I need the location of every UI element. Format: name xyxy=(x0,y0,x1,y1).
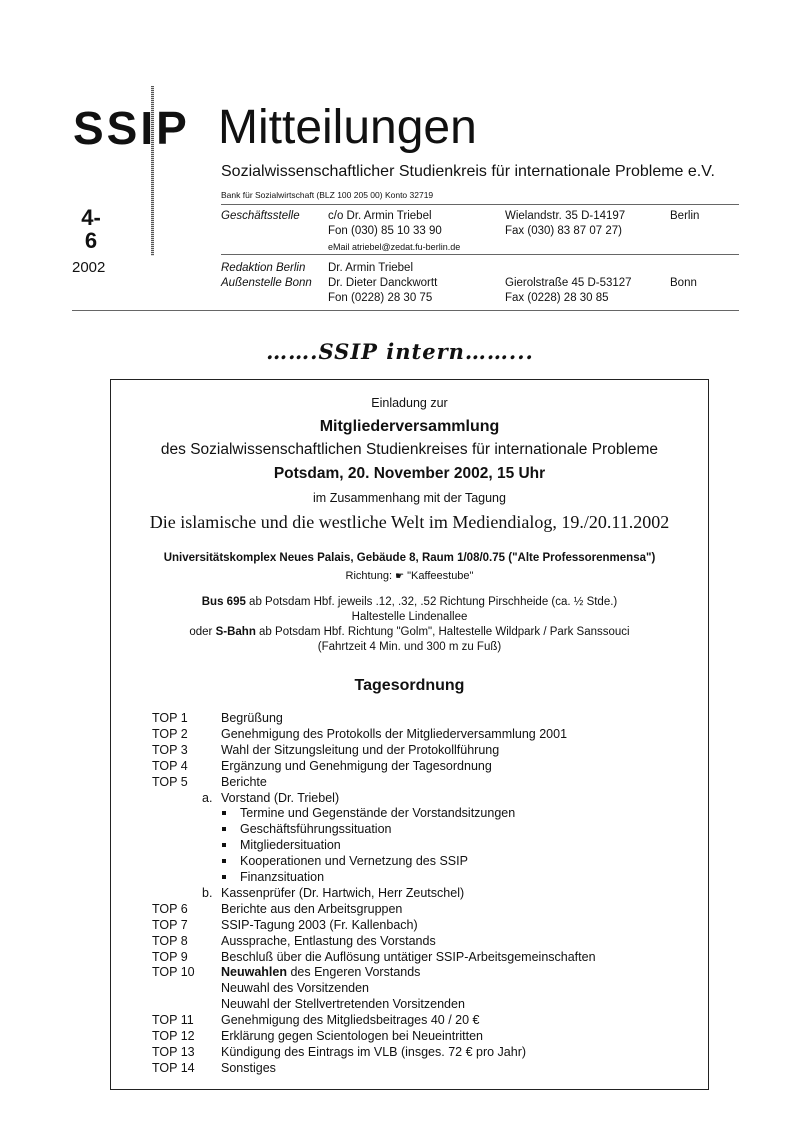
agenda-subitem-text: Kassenprüfer (Dr. Hartwich, Herr Zeutschel) xyxy=(221,885,465,900)
agenda-item-text: Ergänzung und Genehmigung der Tagesordnung xyxy=(221,758,492,773)
office-city: Berlin xyxy=(670,210,700,222)
top10-rest: des Engeren Vorstands xyxy=(287,965,421,980)
direction-line xyxy=(110,570,709,582)
agenda-item-text: Begrüßung xyxy=(221,711,283,725)
agenda-item-number: TOP 10 xyxy=(152,965,195,980)
train-prefix: oder xyxy=(189,626,216,638)
header-rule xyxy=(221,204,739,205)
bullet-icon xyxy=(222,875,226,879)
agenda-item-number: TOP 12 xyxy=(152,1029,195,1043)
agenda-item-number: TOP 4 xyxy=(152,758,188,773)
agenda-item-text: Genehmigung des Mitgliedsbeitrages 40 / 20 € xyxy=(221,1013,480,1028)
invitation-context: im Zusammenhang mit der Tagung xyxy=(313,491,506,505)
issue-year: 2002 xyxy=(72,259,106,276)
agenda-item-number: TOP 1 xyxy=(152,711,188,725)
section-heading: …….SSIP intern……... xyxy=(266,339,534,364)
bullet-icon xyxy=(222,843,226,847)
bank-details: Bank für Sozialwirtschaft (BLZ 100 205 00) Konto 32719 xyxy=(221,190,434,200)
bonn-name: Dr. Dieter Danckwortt xyxy=(328,277,438,289)
bullet-text: Geschäftsführungssituation xyxy=(240,822,392,837)
invitation-date-place: Potsdam, 20. November 2002, 15 Uhr xyxy=(273,465,546,482)
agenda-heading: Tagesordnung xyxy=(354,677,465,694)
agenda-subline: Neuwahl der Stellvertretenden Vorsitzenden xyxy=(221,997,465,1012)
pointing-hand-icon: ☛ xyxy=(395,571,405,582)
agenda-item-text: Aussprache, Entlastung des Vorstands xyxy=(221,933,436,948)
bus-text: ab Potsdam Hbf. jeweils .12, .32, .52 Richtung Pirschheide (ca. ½ Stde.) xyxy=(245,596,618,608)
invitation-intro: Einladung zur xyxy=(371,396,448,410)
train-line xyxy=(110,626,709,638)
agenda-item-number: TOP 6 xyxy=(152,901,188,916)
invitation-organization: des Sozialwissenschaftlichen Studienkreises für internationale Probleme xyxy=(160,441,659,458)
bonn-phone: Fon (0228) 28 30 75 xyxy=(328,292,433,304)
direction-label: Richtung: xyxy=(345,570,393,582)
venue: Universitätskomplex Neues Palais, Gebäude 8, Raum 1/08/0.75 ("Alte Professorenmensa") xyxy=(163,552,656,564)
agenda-list xyxy=(152,711,692,1081)
bullet-icon xyxy=(222,811,226,815)
invitation-title: Mitgliederversammlung xyxy=(319,418,500,435)
bullet-text: Kooperationen und Vernetzung des SSIP xyxy=(240,854,468,869)
bullet-text: Mitgliedersituation xyxy=(240,838,341,853)
agenda-item-text: Berichte aus den Arbeitsgruppen xyxy=(221,901,403,916)
agenda-item-text: Kündigung des Eintrags im VLB (insges. 72 € pro Jahr) xyxy=(221,1044,527,1059)
agenda-subline: Neuwahl des Vorsitzenden xyxy=(221,981,370,996)
agenda-item-text: Genehmigung des Protokolls der Mitgliederversammlung 2001 xyxy=(221,726,568,741)
agenda-item-number: TOP 7 xyxy=(152,917,188,932)
agenda-item-number: TOP 11 xyxy=(152,1013,194,1028)
organization-name: Sozialwissenschaftlicher Studienkreis für internationale Probleme e.V. xyxy=(221,163,715,180)
logo-abbreviation: SSIP xyxy=(73,102,190,154)
office-rule xyxy=(221,254,739,255)
bonn-label: Außenstelle Bonn xyxy=(221,277,312,289)
bullet-icon xyxy=(222,827,226,831)
agenda-item-text: Beschluß über die Auflösung untätiger SSIP-Arbeitsgemeinschaften xyxy=(221,949,596,964)
travel-time: (Fahrtzeit 4 Min. und 300 m zu Fuß) xyxy=(317,641,502,653)
agenda-item-text: Erklärung gegen Scientologen bei Neueintritten xyxy=(221,1029,483,1043)
masthead-bottom-rule xyxy=(72,310,739,311)
agenda-item-text xyxy=(221,965,420,981)
top10-bold: Neuwahlen xyxy=(221,965,287,980)
direction-value: "Kaffeestube" xyxy=(407,570,474,582)
agenda-subitem-label: b. xyxy=(202,885,213,900)
bonn-fax: Fax (0228) 28 30 85 xyxy=(505,292,609,304)
newsletter-title: Mitteilungen xyxy=(218,101,477,154)
bonn-city: Bonn xyxy=(670,277,697,289)
office-name: c/o Dr. Armin Triebel xyxy=(328,210,432,222)
office-email[interactable]: eMail atriebel@zedat.fu-berlin.de xyxy=(328,242,461,252)
office-label: Geschäftsstelle xyxy=(221,210,300,222)
office-phone: Fon (030) 85 10 33 90 xyxy=(328,225,442,237)
conference-title: Die islamische und die westliche Welt im Mediendialog, 19./20.11.2002 xyxy=(149,512,670,532)
agenda-subitem-label: a. xyxy=(202,790,213,805)
agenda-item-number: TOP 5 xyxy=(152,774,188,789)
train-label: S-Bahn xyxy=(215,626,256,638)
train-text: ab Potsdam Hbf. Richtung "Golm", Haltestelle Wildpark / Park Sanssouci xyxy=(255,626,630,638)
agenda-item-number: TOP 3 xyxy=(152,742,188,757)
agenda-subitem-text: Vorstand (Dr. Triebel) xyxy=(221,790,340,805)
office-street: Wielandstr. 35 D-14197 xyxy=(505,210,626,222)
agenda-item-number: TOP 13 xyxy=(152,1044,195,1059)
agenda-item-number: TOP 2 xyxy=(152,726,188,741)
editorial-label: Redaktion Berlin xyxy=(221,262,306,274)
issue-number: 4- 6 xyxy=(81,205,101,253)
editorial-name: Dr. Armin Triebel xyxy=(328,262,413,274)
agenda-item-text: Sonstiges xyxy=(221,1060,276,1075)
bullet-text: Finanzsituation xyxy=(240,870,325,884)
bonn-street: Gierolstraße 45 D-53127 xyxy=(505,277,632,289)
agenda-item-text: Wahl der Sitzungsleitung und der Protokollführung xyxy=(221,742,500,757)
agenda-item-number: TOP 14 xyxy=(152,1060,195,1075)
agenda-item-number: TOP 9 xyxy=(152,949,188,964)
bullet-text: Termine und Gegenstände der Vorstandsitzungen xyxy=(240,806,516,821)
agenda-item-text: Berichte xyxy=(221,774,267,789)
agenda-item-text: SSIP-Tagung 2003 (Fr. Kallenbach) xyxy=(221,917,418,932)
agenda-item-number: TOP 8 xyxy=(152,933,188,948)
bus-label: Bus 695 xyxy=(201,596,246,608)
bus-line xyxy=(110,596,709,608)
office-fax: Fax (030) 83 87 07 27) xyxy=(505,225,622,237)
bus-stop: Haltestelle Lindenallee xyxy=(351,611,468,623)
bullet-icon xyxy=(222,859,226,863)
